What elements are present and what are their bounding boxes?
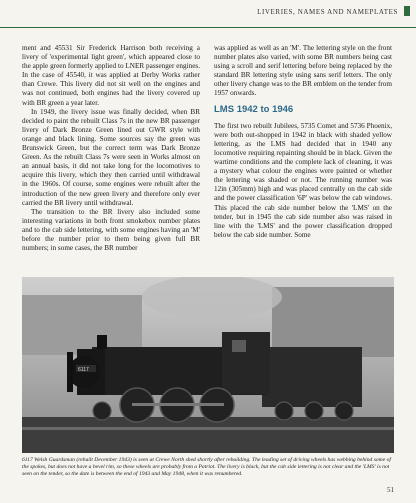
paragraph: The first two rebuilt Jubilees, 5735 Comet and 5736 Phoenix, were both out-shopped in 1942 in black with shaded yellow lettering, as the LMS had decided that in 1940 any locomotive requiring repainting should be in black. Given the wartime conditions and the complete lack of cleaning, it was a mystery what colour the engines were painted or whether the lettering was shaded or not. The running number was 12in (305mm) high and was placed centrally on the cab side and the power classification '6P' was below the cab windows. This placed the cab side number below the 'LMS' on the tender, but in 1945 the cab side number also was raised in line with the 'LMS' and the power classification dropped below the cab side number. Some: [214, 121, 392, 239]
running-head: LIVERIES, NAMES AND NAMEPLATES: [257, 8, 398, 16]
locomotive-photo: [22, 277, 394, 453]
section-heading: LMS 1942 to 1946: [214, 103, 294, 115]
left-column: [22, 44, 200, 253]
paragraph: In 1949, the livery issue was finally decided, when BR decided to paint the rebuilt Class 7s in the new BR passenger livery of Dark Bronze Green lined out GWR style with orange and black lining. Some sources say the green was Brunswick Green, but the correct term was Dark Bronze Green. As the rebuilt Class 7s were seen in Works almost on an annual basis, it did not take long for the locomotives to acquire this livery, which they then carried until withdrawal in the 1960s. Of course, some engines were rebuilt after the introduction of the new green livery and therefore only ever carried the BR livery until withdrawal.: [22, 107, 200, 207]
smokebox-number-plate: 6117: [78, 367, 89, 373]
page-number: 51: [387, 486, 394, 494]
page-header: [0, 0, 416, 28]
locomotive-photo-graphic: [22, 277, 394, 453]
paragraph: ment and 45531 Sir Frederick Harrison both receiving a livery of 'experimental light green', which appeared close to the apple green formerly applied to LNER passenger engines. In the case of 45540, it was applied at Derby Works rather than Crewe. This livery did not sit well on the engines and was not continued, both engines had the livery covered up with BR green a year later.: [22, 44, 200, 107]
paragraph: was applied as well as an 'M'. The lettering style on the front number plates also varied, with some BR numbers being cast using a scroll and serif lettering before being replaced by the standard BR lettering style using sans serif letters. The only other livery change was to the BR emblem on the tender from 1957 onwards.: [214, 44, 392, 98]
right-column: [214, 44, 392, 240]
paragraph: The transition to the BR livery also included some interesting variations in both front smokebox number plates and to the cab side lettering, with some engines having an 'M' before the number prior to them being given full BR numbers; in some cases, the BR number: [22, 207, 200, 253]
photo-caption: 6117 Welsh Guardsman (rebuilt December 1943) is seen at Crewe North shed shortly after rebuilding. The leading set of driving wheels has webbing behind some of the spokes, but does not have a bevel rim, so these wheels are probably from a Patriot. The livery is black, but the cab side lettering is not clear and the 'LMS' is not seen on the tender, so the date is between the end of 1943 and May 1948, when it was renumbered.: [22, 457, 391, 478]
corner-tab-mark: [404, 6, 410, 16]
